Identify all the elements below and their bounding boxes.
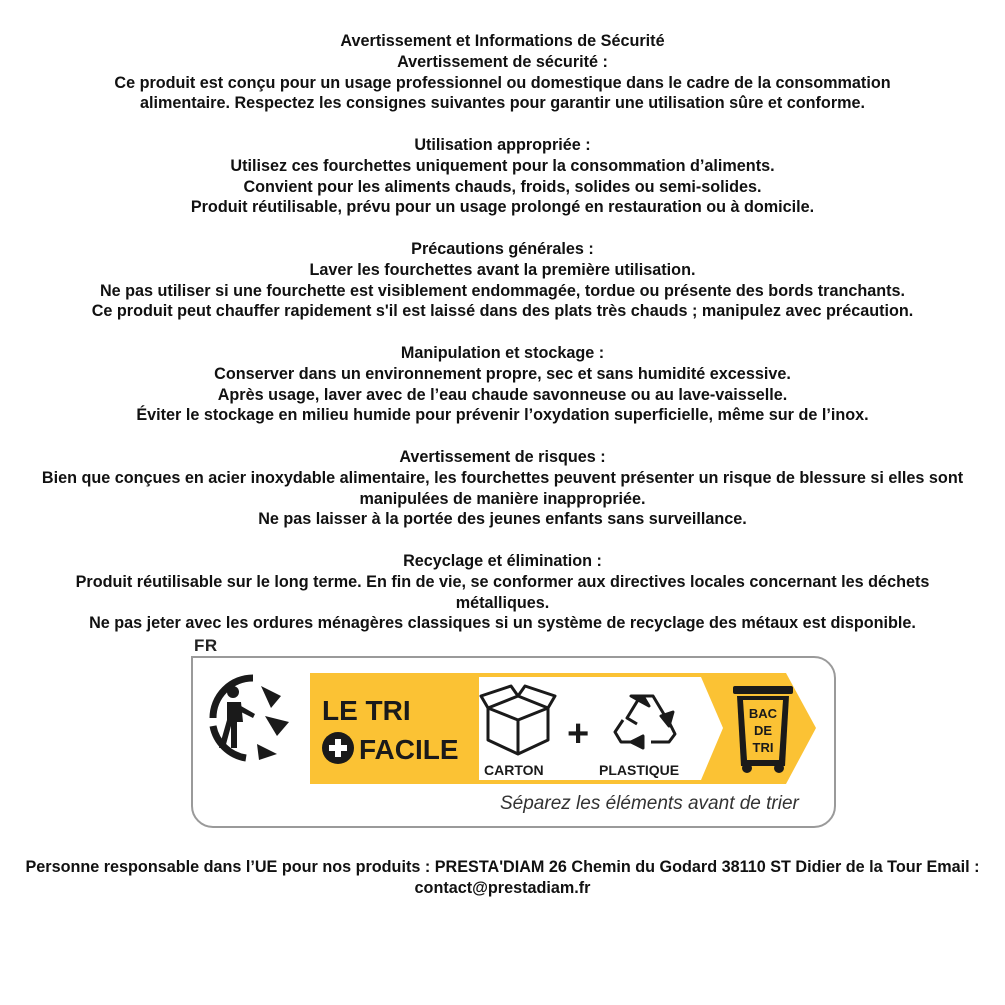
section-text: Produit réutilisable, prévu pour un usage prolongé en restauration ou à domicile. (190, 198, 815, 217)
item-carton-label: CARTON (484, 762, 544, 778)
section-heading: Avertissement de risques : (399, 447, 606, 466)
section-heading: Manipulation et stockage : (400, 343, 605, 362)
section-text: Convient pour les aliments chauds, froids, solides ou semi-solides. (243, 177, 762, 196)
contact-email: Email : contact@prestadiam.fr (414, 858, 980, 897)
section-text: Produit réutilisable sur le long terme. En fin de vie, se conformer aux directives locales concernant les déchets métalliques. (75, 572, 930, 612)
section-heading: Utilisation appropriée : (414, 135, 591, 154)
document-title: Avertissement et Informations de Sécurité (340, 32, 665, 50)
section-heading: Recyclage et élimination : (403, 551, 602, 570)
triman-logo-icon (213, 678, 289, 760)
responsible-person-block (0, 857, 1005, 899)
section-text: Ce produit peut chauffer rapidement s'il est laissé dans des plats très chauds ; manipulez avec précaution. (91, 302, 914, 321)
slogan-line2: FACILE (359, 734, 459, 765)
item-plastique-label: PLASTIQUE (599, 762, 680, 778)
section-text: Ce produit est conçu pour un usage professionnel ou domestique dans le cadre de la consommation alimentaire. Respectez les consignes suivantes pour garantir une utilisation sûre et conforme. (114, 73, 891, 113)
safety-document (0, 31, 1005, 634)
section-text: Ne pas jeter avec les ordures ménagères classiques si un système de recyclage des métaux est disponible. (89, 614, 916, 633)
section-text: Éviter le stockage en milieu humide pour prévenir l’oxydation superficielle, même sur de l’inox. (136, 406, 869, 425)
bin-label-3: TRI (752, 740, 774, 755)
section-text: Utilisez ces fourchettes uniquement pour la consommation d’aliments. (230, 156, 775, 175)
section-heading: Avertissement de sécurité : (397, 52, 608, 71)
plus-sign: + (567, 713, 590, 755)
triman-tagline: Séparez les éléments avant de trier (500, 793, 799, 814)
address-line-1: 26 Chemin du Godard (548, 858, 718, 876)
section-text: Après usage, laver avec de l’eau chaude savonneuse ou au lave-vaisselle. (217, 385, 788, 404)
country-code: FR (194, 636, 218, 655)
company-name: PRESTA'DIAM (434, 858, 545, 876)
section-text: Ne pas laisser à la portée des jeunes enfants sans surveillance. (258, 510, 747, 529)
bin-label-2: DE (753, 723, 773, 738)
slogan-line1: LE TRI (322, 695, 411, 726)
address-line-2: 38110 ST Didier de la Tour (721, 858, 922, 876)
section-text: Conserver dans un environnement propre, sec et sans humidité excessive. (214, 364, 791, 383)
section-text: Laver les fourchettes avant la première utilisation. (309, 260, 696, 279)
responsible-heading: Personne responsable dans l’UE pour nos produits : (25, 858, 431, 876)
section-heading: Précautions générales : (411, 239, 594, 258)
section-text: Ne pas utiliser si une fourchette est visiblement endommagée, tordue ou présente des bords tranchants. (99, 281, 906, 300)
bin-label-1: BAC (748, 706, 778, 721)
section-text: Bien que conçues en acier inoxydable alimentaire, les fourchettes peuvent présenter un risque de blessure si elles sont manipulées de manière inappropriée. (41, 468, 964, 508)
